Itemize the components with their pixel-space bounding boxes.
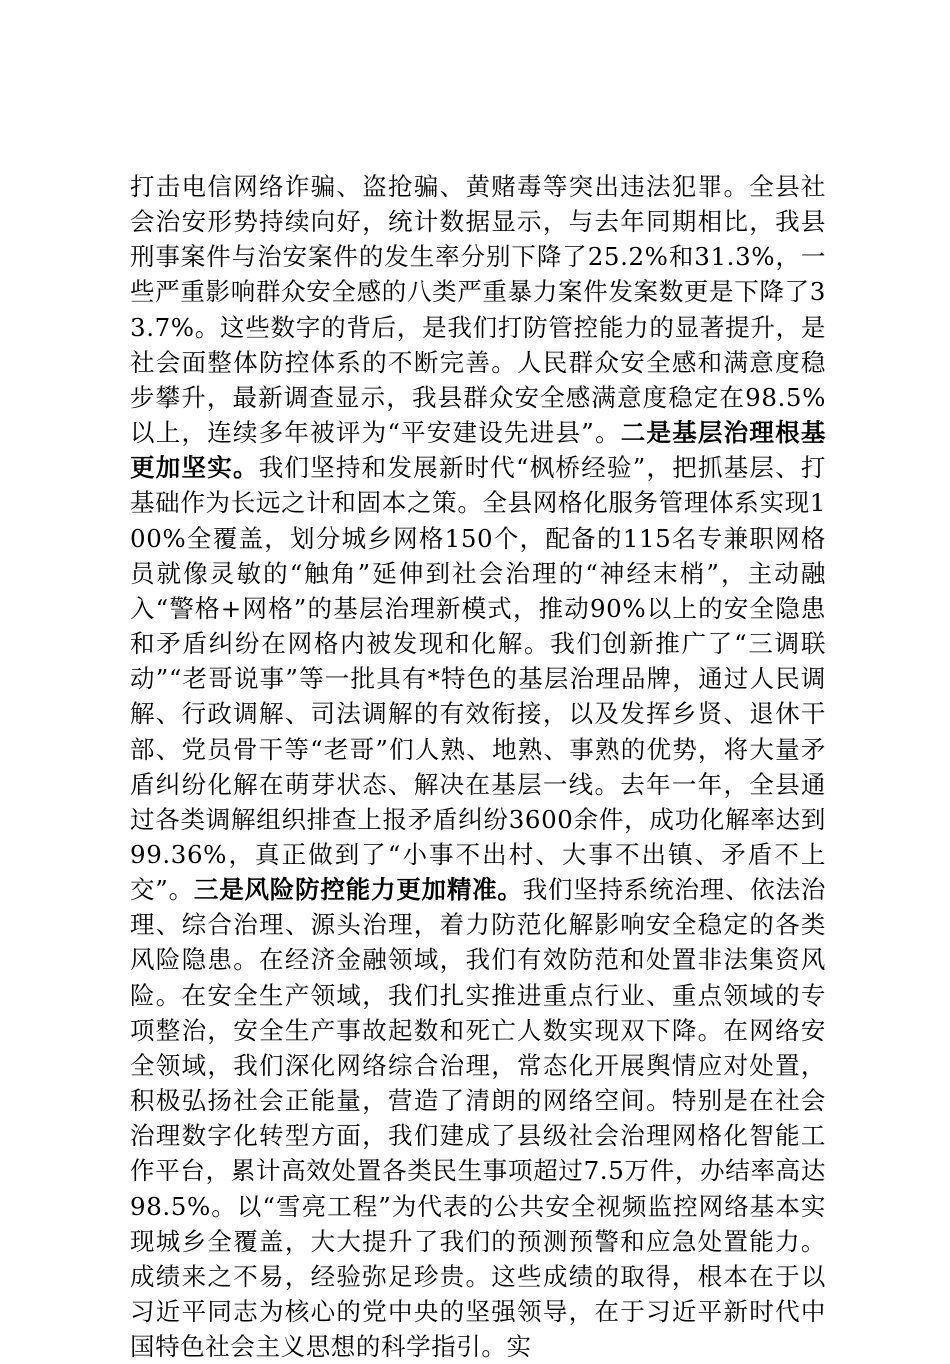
heading-grassroots-governance: 二是基层治理根基更加坚实。 — [130, 418, 826, 483]
body-paragraph — [130, 169, 826, 1364]
heading-risk-prevention: 三是风险防控能力更加精准。 — [193, 875, 523, 905]
text-segment-1: 打击电信网络诈骗、盗抢骗、黄赌毒等突出违法犯罪。全县社会治安形势持续向好，统计数据显示，与去年同期相比，我县刑事案件与治安案件的发生率分别下降了25.2%和31.3%，一些严重影响群众安全感的八类严重暴力案件发案数更是下降了33.7%。这些数字的背后，是我们打防管控能力的显著提升，是社会面整体防控体系的不断完善。人民群众安全感和满意度稳步攀升，最新调查显示，我县群众安全感满意度稳定在98.5%以上，连续多年被评为“平安建设先进县”。 — [130, 172, 826, 448]
text-segment-2: 我们坚持和发展新时代“枫桥经验”，把抓基层、打基础作为长远之计和固本之策。全县网格化服务管理体系实现100%全覆盖，划分城乡网格150个，配备的115名专兼职网格员就像灵敏的“触角”延伸到社会治理的“神经末梢”，主动融入“警格+网格”的基层治理新模式，推动90%以上的安全隐患和矛盾纠纷在网格内被发现和化解。我们创新推广了“三调联动”“老哥说事”等一批具有*特色的基层治理品牌，通过人民调解、行政调解、司法调解的有效衔接，以及发挥乡贤、退休干部、党员骨干等“老哥”们人熟、地熟、事熟的优势，将大量矛盾纠纷化解在萌芽状态、解决在基层一线。去年一年，全县通过各类调解组织排查上报矛盾纠纷3600余件，成功化解率达到99.36%，真正做到了“小事不出村、大事不出镇、矛盾不上交”。 — [130, 453, 827, 905]
text-segment-3: 我们坚持系统治理、依法治理、综合治理、源头治理，着力防范化解影响安全稳定的各类风险隐患。在经济金融领域，我们有效防范和处置非法集资风险。在安全生产领域，我们扎实推进重点行业、重点领域的专项整治，安全生产事故起数和死亡人数实现双下降。在网络安全领域，我们深化网络综合治理，常态化开展舆情应对处置，积极弘扬社会正能量，营造了清朗的网络空间。特别是在社会治理数字化转型方面，我们建成了县级社会治理网格化智能工作平台，累计高效处置各类民生事项超过7.5万件，办结率高达98.5%。以“雪亮工程”为代表的公共安全视频监控网络基本实现城乡全覆盖，大大提升了我们的预测预警和应急处置能力。成绩来之不易，经验弥足珍贵。这些成绩的取得，根本在于以习近平同志为核心的党中央的坚强领导，在于习近平新时代中国特色社会主义思想的科学指引。实 — [130, 875, 826, 1362]
